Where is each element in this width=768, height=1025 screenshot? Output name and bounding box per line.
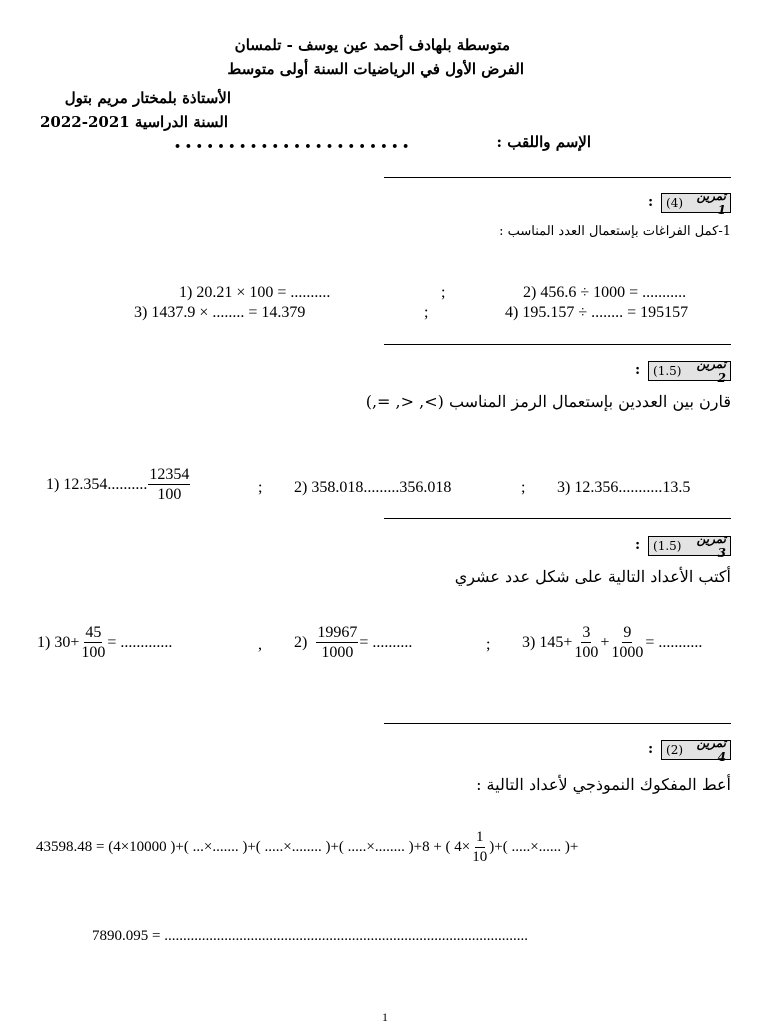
ex1-item-1: 1) 20.21 × 100 = .......... [179, 284, 331, 301]
exercise-2-label: تمرين 2 [696, 357, 726, 385]
ex1-item-4: 4) 195.157 ÷ ........ = 195157 [505, 304, 689, 321]
ex3-item-1-denominator: 100 [81, 644, 106, 661]
ex3-item-3-numerator-2: 9 [623, 624, 632, 641]
exercise-3-colon: : [635, 537, 641, 553]
ex3-item-3-plus: + [600, 633, 610, 651]
name-dots: • • • • • • • • • • • • • • • • • • • • • • [174, 140, 410, 153]
ex3-item-3-fraction-1 [573, 623, 599, 662]
ex3-item-3-answer: = ........... [645, 633, 703, 651]
ex4-line-2: 7890.095 = ................................................................................................. [92, 928, 528, 944]
ex4-line-1-numerator: 1 [475, 828, 485, 848]
exercise-1-badge [661, 189, 731, 217]
exercise-4-label: تمرين 4 [696, 736, 726, 764]
ex3-item-2-denominator: 1000 [321, 644, 354, 661]
exercise-2-colon: : [635, 362, 641, 378]
ex3-item-3-denominator-1: 100 [574, 644, 599, 661]
ex4-line-1-suffix: )+( .....×...... )+ [489, 839, 579, 855]
ex3-separator-1: , [258, 636, 262, 653]
ex3-item-2-answer: = .......... [359, 633, 413, 651]
page-number: 1 [382, 1010, 388, 1024]
exercise-3-instruction: أكتب الأعداد التالية على شكل عدد عشري [454, 567, 731, 586]
ex2-item-1-text: 1) 12.354.......... [46, 475, 148, 493]
ex3-item-2-numerator: 19967 [317, 624, 358, 641]
ex3-item-2 [294, 623, 412, 662]
exercise-2-badge [648, 357, 731, 385]
divider-3 [384, 518, 731, 519]
exercise-4-colon: : [648, 741, 654, 757]
ex2-separator-1: ; [258, 479, 263, 496]
ex2-separator-2: ; [521, 479, 526, 496]
ex3-item-2-fraction [316, 623, 358, 662]
exercise-3-points: (1.5) [653, 539, 682, 553]
exercise-1-instruction: 1-كمل الفراغات بإستعمال العدد المناسب : [499, 224, 731, 239]
ex3-item-1-answer: = ............. [107, 633, 173, 651]
ex4-line-1-fraction [471, 828, 488, 867]
exercise-2-instruction: قارن بين العددين بإستعمال الرمز المناسب (>, <, =,) [365, 392, 731, 411]
ex2-item-1 [46, 465, 191, 504]
ex3-item-3-denominator-2: 1000 [611, 644, 644, 661]
ex1-item-2: 2) 456.6 ÷ 1000 = ........... [523, 284, 687, 301]
exercise-1-label: تمرين 1 [696, 189, 726, 217]
exercise-1-colon: : [648, 194, 654, 210]
exercise-3-label: تمرين 3 [696, 532, 726, 560]
ex2-item-1-fraction [148, 465, 190, 504]
ex3-item-3-fraction-2 [610, 623, 644, 662]
ex4-line-1 [36, 828, 768, 867]
ex3-item-3-prefix: 3) 145+ [522, 633, 573, 651]
ex1-separator-1: ; [441, 284, 446, 301]
exercise-4-instruction: أعط المفكوك النموذجي لأعداد التالية : [476, 775, 731, 794]
ex3-item-1-numerator: 45 [85, 624, 102, 641]
exam-title: الفرض الأول في الرياضيات السنة أولى متوسط [227, 60, 524, 78]
ex2-item-1-numerator: 12354 [149, 466, 190, 483]
ex3-item-1 [37, 623, 172, 662]
teacher-name: الأستاذة بلمختار مريم بتول [64, 89, 231, 107]
ex3-item-3 [522, 623, 702, 662]
divider-1 [384, 177, 731, 178]
ex2-item-1-denominator: 100 [157, 486, 182, 503]
divider-2 [384, 344, 731, 345]
ex3-separator-2: ; [486, 636, 491, 653]
exercise-1-points: (4) [666, 196, 684, 210]
exercise-4-points: (2) [666, 743, 684, 757]
ex2-item-3: 3) 12.356...........13.5 [557, 479, 691, 496]
name-label: الإسم واللقب : [496, 133, 591, 151]
ex4-line-1-denominator: 10 [472, 849, 488, 865]
ex3-item-1-fraction [80, 623, 106, 662]
divider-4 [384, 723, 731, 724]
school-name: متوسطة بلهادف أحمد عين يوسف - تلمسان [234, 36, 510, 54]
ex1-separator-2: ; [424, 304, 429, 321]
exercise-4-badge [661, 736, 731, 764]
ex3-item-1-prefix: 1) 30+ [37, 633, 80, 651]
ex3-item-3-numerator-1: 3 [582, 624, 591, 641]
ex1-item-3: 3) 1437.9 × ........ = 14.379 [134, 304, 306, 321]
exercise-3-badge [648, 532, 731, 560]
ex2-item-2: 2) 358.018.........356.018 [294, 479, 452, 496]
ex3-item-2-prefix: 2) [294, 633, 308, 651]
school-year: السنة الدراسية 2021-2022 [39, 113, 228, 131]
exercise-2-points: (1.5) [653, 364, 682, 378]
ex4-line-1-prefix: 43598.48 = (4×10000 )+( ...×....... )+( .....×........ )+( .....×........ )+8 + ( 4× [36, 839, 471, 855]
